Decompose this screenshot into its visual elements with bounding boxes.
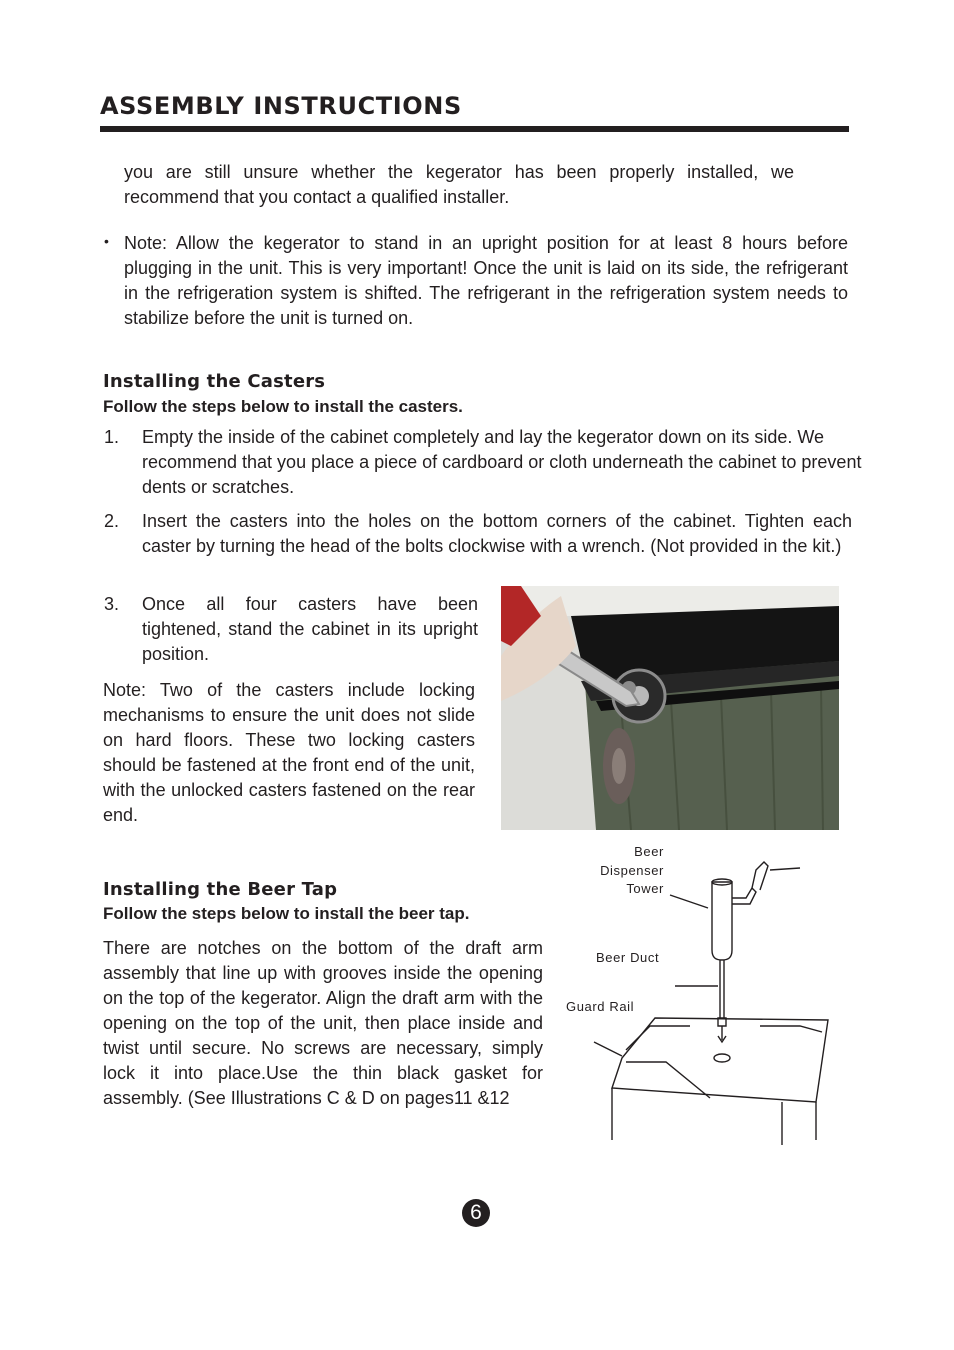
beer-tap-subheading: Follow the steps below to install the beer tap.	[103, 904, 470, 923]
diagram-label-beer: Beer	[634, 844, 664, 859]
caster-installation-photo	[501, 586, 839, 830]
diagram-label-dispenser: Dispenser	[600, 863, 664, 878]
title-rule	[100, 126, 849, 132]
diagram-label-beer-duct: Beer Duct	[596, 950, 660, 965]
note-bullet: •	[104, 233, 109, 249]
diagram-label-guard-rail: Guard Rail	[566, 999, 635, 1014]
page-title: ASSEMBLY INSTRUCTIONS	[100, 92, 462, 120]
step-2-number: 2.	[104, 511, 120, 531]
step-1-number: 1.	[104, 427, 120, 447]
diagram-label-tower: Tower	[626, 881, 664, 896]
beer-tap-paragraph: There are notches on the bottom of the draft arm assembly that line up with grooves inside the opening on the top of the kegerator. Align the draft arm with the opening on the top of the unit, then place inside and twist until secure. No screws are necessary, simply lock it into place.Use the thin black gasket for assembly. (See Illustrations C & D on pages11 &12	[103, 938, 543, 1108]
locking-casters-note: Note: Two of the casters include locking mechanisms to ensure the unit does not slide on hard floors. These two locking casters should be fastened at the front end of the unit, with the unlocked casters fastened on the rear end.	[103, 680, 475, 825]
step-3-number: 3.	[104, 594, 120, 614]
beer-tap-diagram	[560, 840, 840, 1150]
casters-heading: Installing the Casters	[103, 371, 326, 392]
upright-note-paragraph: Note: Allow the kegerator to stand in an upright position for at least 8 hours before plugging in the unit. This is very important! Once the unit is laid on its side, the refrigerant in the refrigeration system is shifted. The refrigerant in the refrigeration system needs to stabilize before the unit is turned on.	[124, 233, 848, 328]
step-3-text: Once all four casters have been tightened, stand the cabinet in its upright position.	[142, 594, 478, 664]
beer-tap-heading: Installing the Beer Tap	[103, 879, 338, 900]
page-number-badge: 6	[462, 1199, 490, 1227]
casters-subheading: Follow the steps below to install the casters.	[103, 397, 463, 416]
intro-continued-paragraph: you are still unsure whether the kegerator has been properly installed, we recommend that you contact a qualified installer.	[124, 162, 794, 207]
step-2-text: Insert the casters into the holes on the bottom corners of the cabinet. Tighten each caster by turning the head of the bolts clockwise with a wrench. (Not provided in the kit.)	[142, 511, 852, 556]
step-1-text: Empty the inside of the cabinet completely and lay the kegerator down on its side. We recommend that you place a piece of cardboard or cloth underneath the cabinet to prevent dents or scratches.	[142, 427, 862, 497]
